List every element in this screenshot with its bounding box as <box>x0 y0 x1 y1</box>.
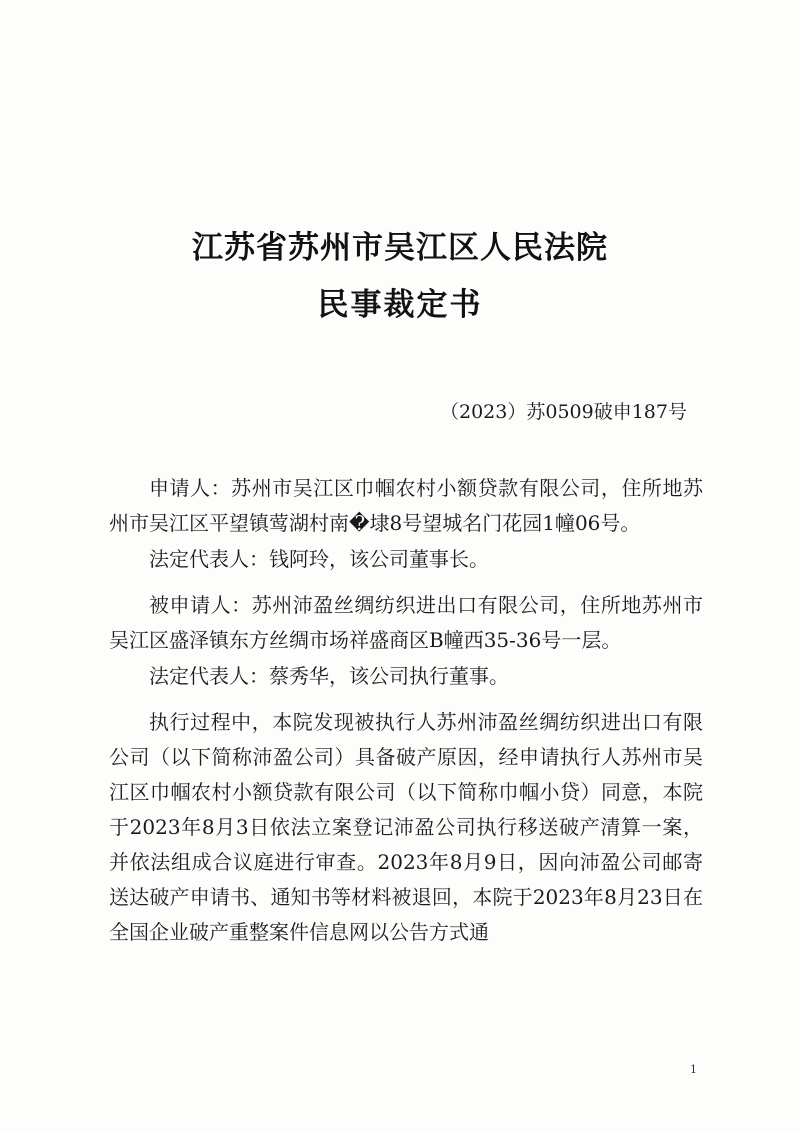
court-name-title: 江苏省苏州市吴江区人民法院 <box>192 230 608 266</box>
page-number: 1 <box>690 1063 697 1076</box>
applicant-paragraph: 申请人：苏州市吴江区巾帼农村小额贷款有限公司，住所地苏州市吴江区平望镇莺湖村南�埭8号望城名门花园1幢06号。 <box>109 476 703 535</box>
respondent-paragraph: 被申请人：苏州沛盈丝绸纺织进出口有限公司，住所地苏州市吴江区盛泽镇东方丝绸市场祥盛商区B幢西35-36号一层。 <box>109 593 703 652</box>
document-type-title: 民事裁定书 <box>317 287 483 323</box>
case-number: （2023）苏0509破申187号 <box>440 401 687 423</box>
applicant-representative-paragraph: 法定代表人：钱阿玲，该公司董事长。 <box>149 547 489 571</box>
respondent-representative-paragraph: 法定代表人：蔡秀华，该公司执行董事。 <box>149 664 509 688</box>
execution-process-paragraph: 执行过程中，本院发现被执行人苏州沛盈丝绸纺织进出口有限公司（以下简称沛盈公司）具备破产原因，经申请执行人苏州市吴江区巾帼农村小额贷款有限公司（以下简称巾帼小贷）同意，本院于2023年8月3日依法立案登记沛盈公司执行移送破产清算一案，并依法组成合议庭进行审查。2023年8月9日，因向沛盈公司邮寄送达破产申请书、通知书等材料被退回，本院于2023年8月23日在全国企业破产重整案件信息网以公告方式通 <box>109 710 703 944</box>
